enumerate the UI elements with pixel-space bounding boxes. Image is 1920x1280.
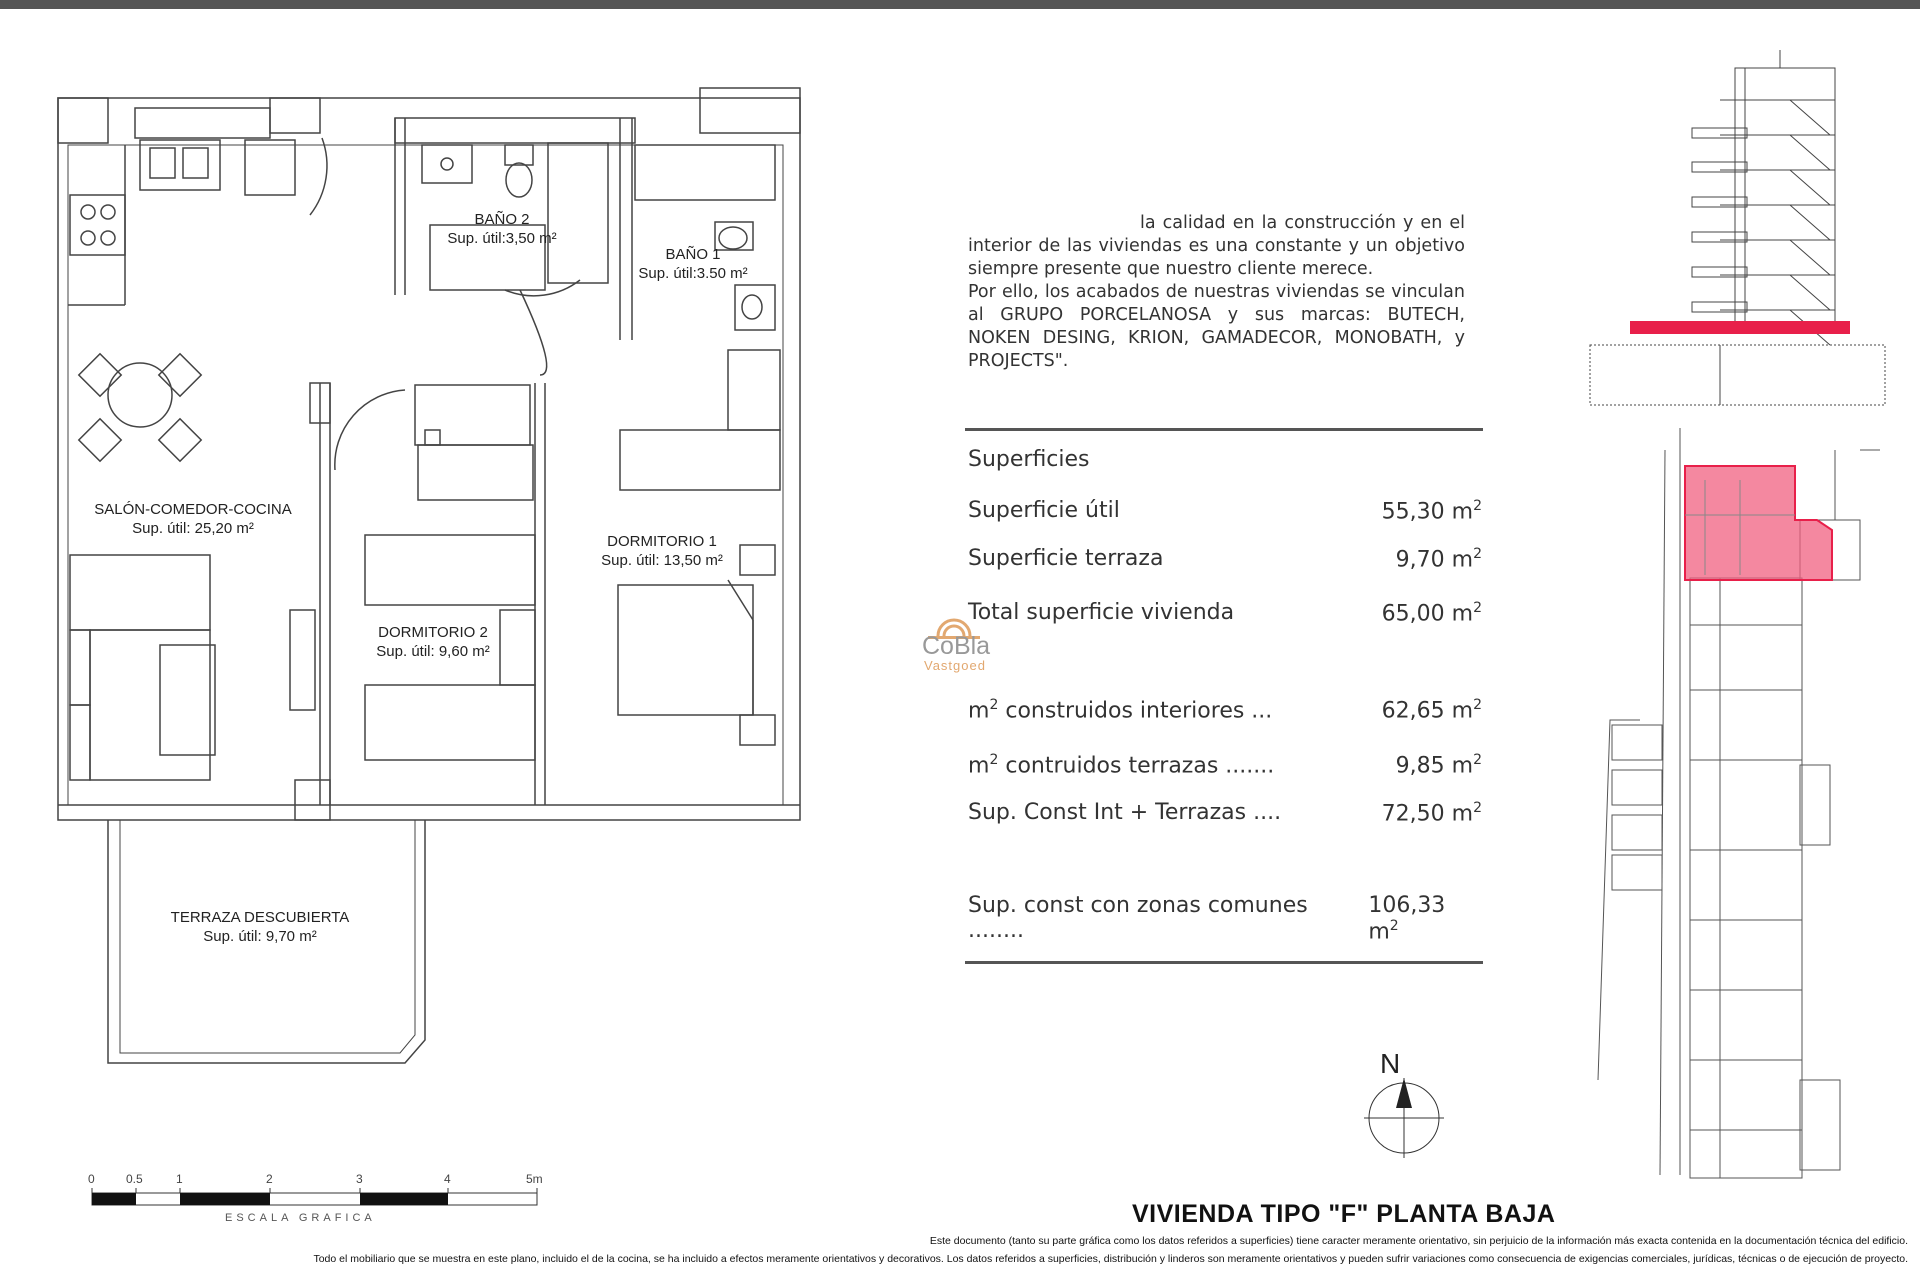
surface-label: Sup. const con zonas comunes ........ xyxy=(968,893,1308,943)
room-salon-comedor-cocina xyxy=(94,500,292,538)
scale-tick-label: 1 xyxy=(176,1172,183,1186)
scale-tick-label: 5m xyxy=(526,1172,543,1186)
surface-row xyxy=(968,546,1482,572)
surface-row xyxy=(968,752,1482,778)
site-plan-unit-highlight xyxy=(1685,466,1832,580)
scale-tick-label: 3 xyxy=(356,1172,363,1186)
room-area: Sup. útil:3.50 m² xyxy=(638,265,748,282)
scale-title: ESCALA GRAFICA xyxy=(225,1212,376,1224)
surface-value: 62,65 $m^2$ xyxy=(1381,697,1482,724)
surfaces-title: Superficies xyxy=(968,447,1090,472)
room-bano-1 xyxy=(638,245,747,283)
surface-label: $m^2$ contruidos terrazas ....... xyxy=(968,752,1275,779)
building-level-highlight xyxy=(1630,321,1850,334)
room-name: DORMITORIO 1 xyxy=(607,533,717,550)
scale-tick-label: 0.5 xyxy=(126,1172,143,1186)
room-area: Sup. útil: 13,50 m² xyxy=(601,552,723,569)
surface-value: 55,30 $m^2$ xyxy=(1381,498,1482,525)
cobla-logo xyxy=(920,610,1024,672)
room-name: SALÓN-COMEDOR-COCINA xyxy=(94,501,292,518)
room-area: Sup. útil: 9,70 m² xyxy=(203,928,317,945)
building-section xyxy=(1590,50,1885,405)
surface-value: 106,33 $m^2$ xyxy=(1368,893,1446,945)
surface-value: 9,70 $m^2$ xyxy=(1395,546,1482,573)
graphic-scale-bar xyxy=(92,1188,537,1205)
scale-tick-label: 4 xyxy=(444,1172,451,1186)
surface-row xyxy=(968,600,1482,626)
surface-label: Superficie terraza xyxy=(968,546,1164,571)
surface-row xyxy=(968,498,1482,524)
room-name: BAÑO 2 xyxy=(474,211,530,228)
surfaces-bottom-rule xyxy=(965,961,1483,964)
scale-tick-label: 2 xyxy=(266,1172,273,1186)
plan-outer-wall xyxy=(58,98,800,820)
surface-row xyxy=(968,893,1482,944)
room-area: Sup. útil: 9,60 m² xyxy=(376,643,490,660)
kitchen-hob xyxy=(70,195,125,255)
plan-title: VIVIENDA TIPO "F" PLANTA BAJA xyxy=(1132,1200,1556,1228)
scale-tick-label: 0 xyxy=(88,1172,95,1186)
bed-2 xyxy=(365,535,535,605)
surface-label: Superficie útil xyxy=(968,498,1120,523)
north-label: N xyxy=(1380,1048,1401,1079)
surface-row xyxy=(968,800,1482,826)
room-name: DORMITORIO 2 xyxy=(378,624,488,641)
room-area: Sup. útil: 25,20 m² xyxy=(132,520,254,537)
surface-row xyxy=(968,697,1482,723)
bed-1 xyxy=(618,585,753,715)
intro-paragraph-2: Por ello, los acabados de nuestras viviendas se vinculan al GRUPO PORCELANOSA y sus marcas: BUTECH, NOKEN DESING, KRION, GAMADECOR, MONOBATH, y PROJECTS". xyxy=(968,282,1465,371)
room-name: TERRAZA DESCUBIERTA xyxy=(170,909,350,926)
room-terraza-descubierta xyxy=(171,908,350,946)
room-dormitorio-2 xyxy=(376,623,489,661)
logo-name: CoBla xyxy=(922,632,991,660)
intro-paragraph-1: la calidad en la construcción y en el interior de las viviendas es una constante y un objetivo siempre presente que nuestro cliente merece. xyxy=(968,213,1465,279)
disclaimer-line-1: Este documento (tanto su parte gráfica como los datos referidos a superficies) tiene caracter meramente orientativo, sin perjuicio de la información más exacta contenida en la documentación técnica del edificio. xyxy=(929,1235,1908,1247)
surface-value: 72,50 $m^2$ xyxy=(1381,800,1482,827)
surface-label: Total superficie vivienda xyxy=(968,600,1235,625)
surface-value: 9,85 $m^2$ xyxy=(1395,752,1482,779)
room-area: Sup. útil:3,50 m² xyxy=(447,230,557,247)
disclaimer-line-2: Todo el mobiliario que se muestra en este plano, incluido el de la cocina, se ha incluido a efectos meramente orientativos y decorativos. Los datos referidos a superficies, distribución y linderos son meramente orientativos y pueden sufrir variaciones como consecuencia de exigencias comerciales, jurídicas, técnicas o de ejecución de proyecto. xyxy=(313,1253,1908,1265)
surface-value: 65,00 $m^2$ xyxy=(1381,600,1482,627)
surface-label: Sup. Const Int + Terrazas .... xyxy=(968,800,1282,825)
dining-table xyxy=(108,363,172,427)
shower-2 xyxy=(548,143,608,283)
logo-tagline: Vastgoed xyxy=(924,658,986,673)
shower-1 xyxy=(635,145,775,200)
surfaces-top-rule xyxy=(965,428,1483,431)
surface-label: $m^2$ construidos interiores ... xyxy=(968,697,1273,724)
room-name: BAÑO 1 xyxy=(665,246,721,263)
room-dormitorio-1 xyxy=(601,532,723,570)
intro-text xyxy=(968,212,1465,373)
room-bano-2 xyxy=(447,210,556,248)
